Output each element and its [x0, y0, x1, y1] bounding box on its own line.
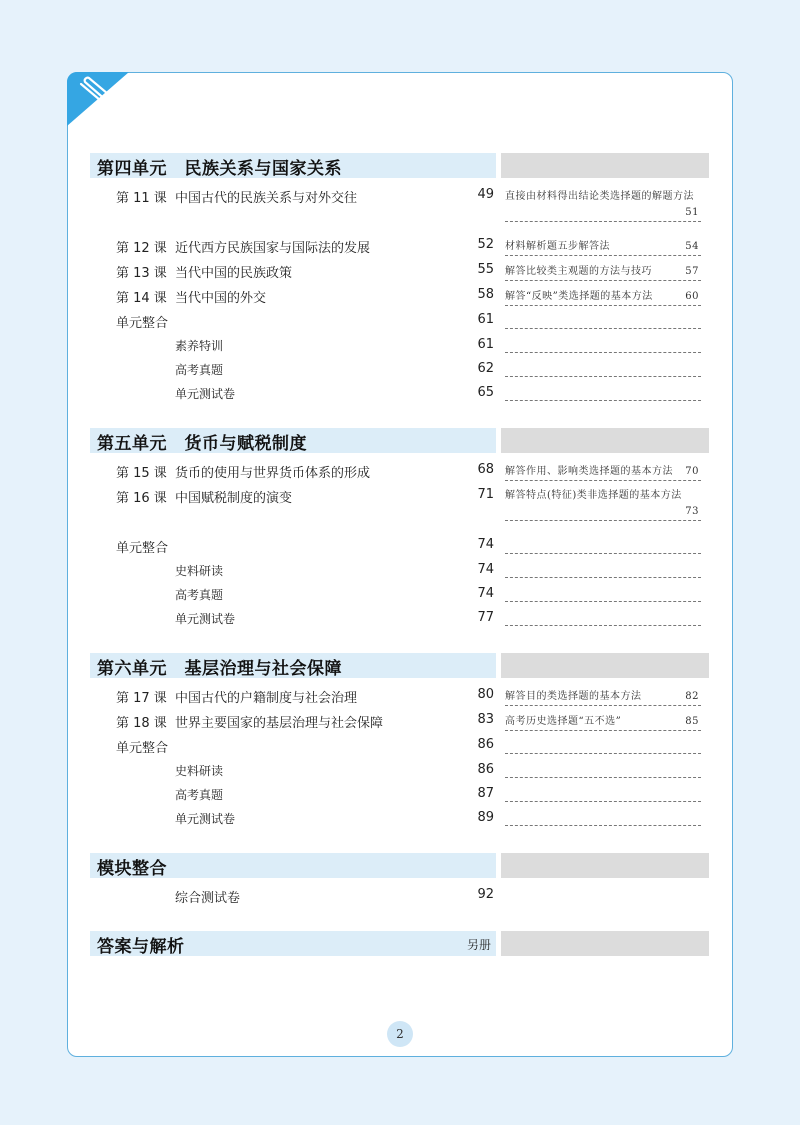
- module-item-title: 综合测试卷: [175, 891, 241, 906]
- dotted-leader: [505, 255, 701, 256]
- sub-page: 65: [477, 385, 494, 400]
- lesson-page: 49: [477, 187, 494, 202]
- lesson-title: 当代中国的民族政策: [175, 266, 293, 281]
- lesson-page: 71: [477, 487, 494, 502]
- integration-title: 单元整合: [116, 741, 169, 756]
- integration-row[interactable]: [0, 537, 800, 557]
- sub-page: 77: [477, 610, 494, 625]
- dotted-leader: [505, 824, 701, 826]
- lesson-page: 52: [477, 237, 494, 252]
- lesson-number: 第 18 课: [116, 716, 167, 731]
- lesson-title: 中国赋税制度的演变: [175, 491, 293, 506]
- lesson-title: 中国古代的民族关系与对外交往: [175, 191, 358, 206]
- sub-row[interactable]: [0, 786, 800, 806]
- unit-title: 第四单元 民族关系与国家关系: [97, 159, 342, 179]
- sub-page: 87: [477, 786, 494, 801]
- integration-title: 单元整合: [116, 316, 169, 331]
- lesson-title: 世界主要国家的基层治理与社会保障: [175, 716, 384, 731]
- lesson-title: 近代西方民族国家与国际法的发展: [175, 241, 371, 256]
- lesson-number: 第 12 课: [116, 241, 167, 256]
- sub-title: 史料研读: [175, 564, 224, 578]
- integration-row[interactable]: [0, 737, 800, 757]
- method-note[interactable]: [505, 189, 701, 221]
- dotted-leader: [505, 520, 701, 521]
- dotted-leader: [505, 305, 701, 306]
- sub-page: 89: [477, 810, 494, 825]
- lesson-page: 80: [477, 687, 494, 702]
- lesson-number: 第 11 课: [116, 191, 167, 206]
- sub-title: 高考真题: [175, 363, 224, 377]
- sub-row[interactable]: [0, 810, 800, 830]
- method-page: 85: [685, 716, 699, 727]
- module-row[interactable]: [0, 887, 800, 907]
- lesson-title: 中国古代的户籍制度与社会治理: [175, 691, 358, 706]
- sub-page: 61: [477, 337, 494, 352]
- method-note[interactable]: [505, 464, 701, 480]
- dotted-leader: [505, 600, 701, 602]
- sub-title: 单元测试卷: [175, 612, 236, 626]
- method-title: 材料解析题五步解答法: [505, 241, 610, 252]
- sub-page: 62: [477, 361, 494, 376]
- sub-row[interactable]: [0, 385, 800, 405]
- unit-title: 第五单元 货币与赋税制度: [97, 434, 307, 454]
- method-title: 解答比较类主观题的方法与技巧: [505, 266, 652, 277]
- dotted-leader: [505, 552, 701, 554]
- dotted-leader: [505, 351, 701, 353]
- method-note[interactable]: [505, 488, 701, 520]
- sub-row[interactable]: [0, 610, 800, 630]
- answers-header-side: [501, 931, 709, 956]
- dotted-leader: [505, 399, 701, 401]
- dotted-leader: [505, 280, 701, 281]
- dotted-leader: [505, 624, 701, 626]
- method-title: 直接由材料得出结论类选择题的解题方法: [505, 191, 694, 202]
- sub-page: 74: [477, 562, 494, 577]
- dotted-leader: [505, 752, 701, 754]
- sub-title: 史料研读: [175, 764, 224, 778]
- sub-row[interactable]: [0, 361, 800, 381]
- integration-page: 61: [477, 312, 494, 327]
- dotted-leader: [505, 327, 701, 329]
- sub-title: 高考真题: [175, 788, 224, 802]
- sub-title: 单元测试卷: [175, 387, 236, 401]
- answers-page: 另册: [466, 938, 491, 952]
- sub-row[interactable]: [0, 337, 800, 357]
- method-page: 60: [685, 291, 699, 302]
- method-title: 高考历史选择题“五不选”: [505, 716, 622, 727]
- method-page: 57: [685, 266, 699, 277]
- lesson-page: 83: [477, 712, 494, 727]
- lesson-number: 第 15 课: [116, 466, 167, 481]
- lesson-number: 第 17 课: [116, 691, 167, 706]
- dotted-leader: [505, 705, 701, 706]
- sub-row[interactable]: [0, 762, 800, 782]
- module-header: [90, 853, 496, 878]
- method-note[interactable]: [505, 289, 701, 305]
- integration-page: 86: [477, 737, 494, 752]
- dotted-leader: [505, 221, 701, 222]
- method-note[interactable]: [505, 264, 701, 280]
- unit-header: [90, 428, 496, 453]
- lesson-title: 货币的使用与世界货币体系的形成: [175, 466, 371, 481]
- dotted-leader: [505, 776, 701, 778]
- sub-page: 74: [477, 586, 494, 601]
- method-title: 解答“反映”类选择题的基本方法: [505, 291, 653, 302]
- sub-title: 素养特训: [175, 339, 224, 353]
- method-title: 解答作用、影响类选择题的基本方法: [505, 466, 673, 477]
- page-number: 2: [387, 1021, 413, 1047]
- method-page: 51: [685, 207, 699, 218]
- lesson-page: 55: [477, 262, 494, 277]
- method-title: 解答特点(特征)类非选择题的基本方法: [505, 490, 682, 501]
- sub-row[interactable]: [0, 562, 800, 582]
- integration-title: 单元整合: [116, 541, 169, 556]
- sub-title: 高考真题: [175, 588, 224, 602]
- method-page: 70: [685, 466, 699, 477]
- module-item-page: 92: [477, 887, 494, 902]
- unit-header-side: [501, 428, 709, 453]
- lesson-page: 58: [477, 287, 494, 302]
- dotted-leader: [505, 730, 701, 731]
- lesson-number: 第 16 课: [116, 491, 167, 506]
- dotted-leader: [505, 800, 701, 802]
- unit-header: [90, 653, 496, 678]
- method-page: 54: [685, 241, 699, 252]
- unit-header: [90, 153, 496, 178]
- method-note[interactable]: [505, 689, 701, 705]
- sub-page: 86: [477, 762, 494, 777]
- answers-header[interactable]: [90, 931, 496, 956]
- module-header-side: [501, 853, 709, 878]
- unit-header-side: [501, 653, 709, 678]
- dotted-leader: [505, 576, 701, 578]
- dotted-leader: [505, 480, 701, 481]
- unit-header-side: [501, 153, 709, 178]
- lesson-number: 第 14 课: [116, 291, 167, 306]
- module-title: 模块整合: [97, 859, 167, 879]
- answers-title: 答案与解析: [97, 937, 185, 957]
- method-note[interactable]: [505, 714, 701, 730]
- sub-title: 单元测试卷: [175, 812, 236, 826]
- method-title: 解答目的类选择题的基本方法: [505, 691, 642, 702]
- unit-title: 第六单元 基层治理与社会保障: [97, 659, 342, 679]
- method-page: 82: [685, 691, 699, 702]
- lesson-title: 当代中国的外交: [175, 291, 267, 306]
- method-note[interactable]: [505, 239, 701, 255]
- sub-row[interactable]: [0, 586, 800, 606]
- lesson-page: 68: [477, 462, 494, 477]
- integration-row[interactable]: [0, 312, 800, 332]
- lesson-number: 第 13 课: [116, 266, 167, 281]
- method-page: 73: [685, 506, 699, 517]
- integration-page: 74: [477, 537, 494, 552]
- dotted-leader: [505, 375, 701, 377]
